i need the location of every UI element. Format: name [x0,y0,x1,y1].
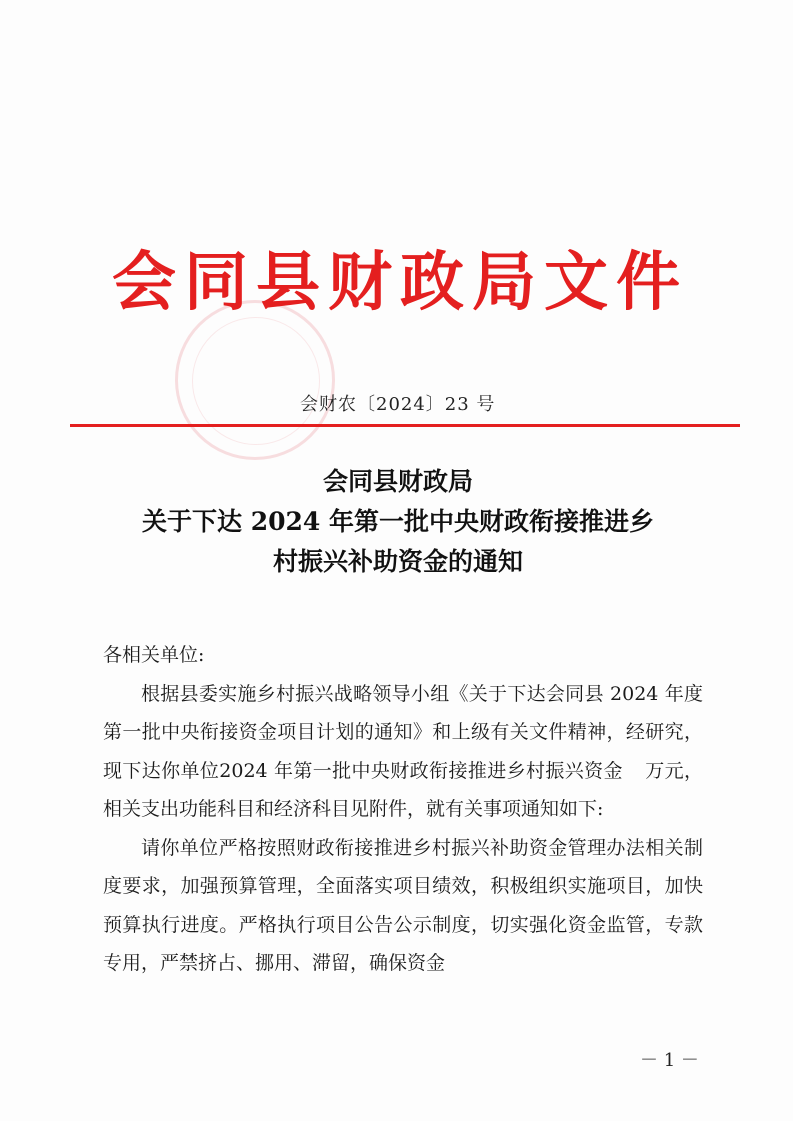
red-separator-rule [70,424,740,427]
notice-title-line-3: 村振兴补助资金的通知 [272,547,523,576]
document-number: 会财农〔2024〕23 号 [300,394,496,415]
body-paragraph-1-part-1: 根据县委实施乡村振兴战略领导小组《关于下达会同县 2024 年度第一批中央衔接资金项目计划的通知》和上级有关文件精神，经研究，现下达你单位2024 年第一批中央财政衔接推进乡村振兴资金 [103,682,703,782]
salutation: 各相关单位: [103,644,205,666]
agency-masthead-title: 会同县财政局文件 [112,246,688,320]
notice-body [103,636,703,983]
body-paragraph-2: 请你单位严格按照财政衔接推进乡村振兴补助资金管理办法相关制度要求，加强预算管理，全面落实项目绩效，积极组织实施项目，加快预算执行进度。严格执行项目公告公示制度，切实强化资金监管，专款专用，严禁挤占、挪用、滞留，确保资金 [103,836,703,974]
body-paragraph-1-part-2: 万元，相关支出功能科目和经济科目见附件，就有关事项通知如下: [103,759,703,820]
notice-title [70,462,726,582]
body-paragraph-1 [103,675,703,829]
notice-title-line-1: 会同县财政局 [322,467,473,496]
page-number: － 1 － [640,1050,699,1071]
notice-title-line-2: 关于下达 2024 年第一批中央财政衔接推进乡 [142,507,654,536]
